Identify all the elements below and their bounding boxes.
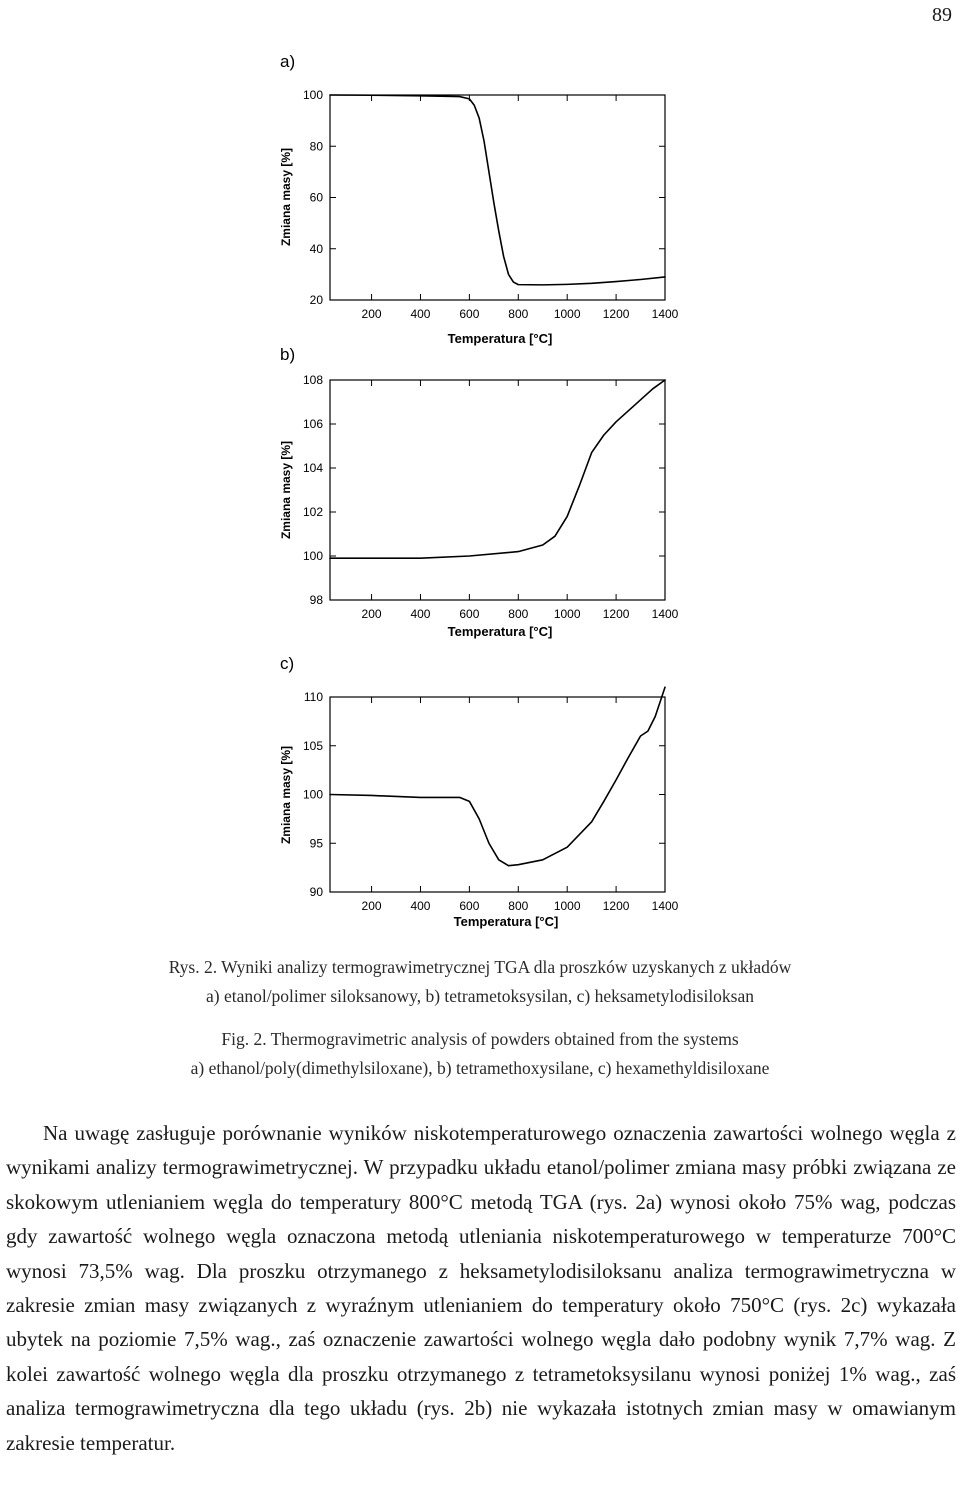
x-tick-label: 1400 [651,899,679,913]
panel-label-b: b) [280,345,296,364]
y-tick-label: 95 [309,836,323,851]
x-tick-label: 200 [361,607,382,621]
y-axis-label: Zmiana masy [%] [279,440,293,540]
y-tick-label: 104 [302,461,323,475]
caption-english-line2: a) ethanol/poly(dimethylsiloxane), b) tetramethoxysilane, c) hexamethyldisiloxane [190,1058,770,1078]
x-tick-label: 1000 [553,899,581,913]
y-tick-label: 80 [309,139,323,154]
y-tick-label: 105 [302,738,323,753]
x-tick-label: 800 [508,307,529,321]
y-axis-label: Zmiana masy [%] [279,745,293,845]
body-text [6,1116,956,1460]
caption-english-line1: Fig. 2. Thermogravimetric analysis of powders obtained from the systems [221,1029,739,1049]
y-tick-label: 110 [303,690,323,704]
x-tick-label: 600 [459,899,480,913]
x-tick-label: 1000 [553,307,581,321]
x-axis-label: Temperatura [°C] [453,914,559,929]
x-axis-label: Temperatura [°C] [447,331,553,346]
y-tick-label: 102 [302,505,323,519]
x-tick-label: 400 [410,307,431,321]
x-axis-label: Temperatura [°C] [447,624,553,639]
x-tick-label: 800 [508,607,529,621]
x-tick-label: 1200 [602,307,630,321]
series-line [330,687,665,865]
y-tick-label: 60 [309,190,323,205]
x-tick-label: 1400 [651,607,679,621]
panel-label-a: a) [280,52,296,71]
x-tick-label: 800 [508,899,529,913]
caption-polish [0,953,960,1011]
page-number: 89 [932,4,952,26]
plot-frame [330,95,665,300]
chart-a [0,60,960,356]
y-axis-label: Zmiana masy [%] [279,147,293,247]
chart-b [0,350,960,650]
x-tick-label: 1000 [553,607,581,621]
series-line [330,95,665,285]
x-tick-label: 1400 [651,307,679,321]
y-tick-label: 100 [302,88,323,102]
x-tick-label: 600 [459,607,480,621]
chart-c [0,660,960,952]
x-tick-label: 400 [410,899,431,913]
x-tick-label: 200 [361,899,382,913]
x-tick-label: 1200 [602,899,630,913]
y-tick-label: 100 [302,787,323,802]
caption-polish-line2: a) etanol/polimer siloksanowy, b) tetrametoksysilan, c) heksametylodisiloksan [205,986,755,1006]
x-tick-label: 400 [410,607,431,621]
y-tick-label: 90 [309,885,323,899]
y-tick-label: 106 [302,417,323,431]
y-tick-label: 98 [309,593,323,607]
x-tick-label: 600 [459,307,480,321]
x-tick-label: 1200 [602,607,630,621]
series-line [330,380,665,558]
plot-frame [330,697,665,892]
caption-polish-line1: Rys. 2. Wyniki analizy termograwimetrycznej TGA dla proszków uzyskanych z układów [168,957,792,977]
body-paragraph: Na uwagę zasługuje porównanie wyników niskotemperaturowego oznaczenia zawartości wolnego węgla z wynikami analizy termograwimetrycznej. W przypadku układu etanol/polimer zmiana masy próbki związana ze skokowym utlenianiem węgla do temperatury 800°C metodą TGA (rys. 2a) wynosi około 75% wag, podczas gdy zawartość wolnego węgla oznaczona metodą utleniania niskotemperaturowego w temperaturze 700°C wynosi 73,5% wag. Dla proszku otrzymanego z heksametylodisiloksanu analiza termograwimetryczna w zakresie zmian masy związanych z wyraźnym utlenianiem do temperatury około 750°C (rys. 2c) wykazała ubytek na poziomie 7,5% wag., zaś oznaczenie zawartości wolnego węgla dało podobny wynik 7,7% wag. Z kolei zawartość wolnego węgla dla proszku otrzymanego z tetrametoksysilanu wynosi poniżej 1% wag., zaś analiza termograwimetryczna dla tego układu (rys. 2b) nie wykazała istotnych zmian masy w omawianym zakresie temperatur. [6,1121,956,1455]
y-tick-label: 20 [309,293,323,307]
panel-label-c: c) [280,654,295,673]
y-tick-label: 100 [302,549,323,563]
y-tick-label: 40 [309,241,323,256]
plot-frame [330,380,665,600]
x-tick-label: 200 [361,307,382,321]
caption-english [0,1025,960,1083]
y-tick-label: 108 [302,373,323,387]
